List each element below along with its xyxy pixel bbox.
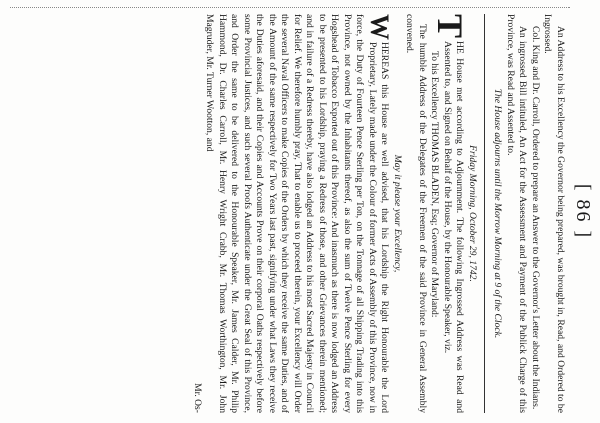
drop-cap-t: T [430,14,471,39]
page-edge-line [10,7,570,8]
adjournment-notice: The House adjourns until the Morrow Morning at 9 of the Clock. [492,88,504,339]
address-body-text: HEREAS this House are well advised, that his Lordship the Right Honourable the Lord Proprietary, Lately made under the Colour of former Acts of Assembly of this Province, now in force, the Duty of Fourteen Pence Sterling per Ton, on the Tonnage of all Shipping Trading into this Province, not owned by the Inhabitants thereof, as also the sum of Twelve Pence Sterling for every Hogshead of Tobacco Exported out of this Province: And inasmuch as there is now lodged an Address to be presented to his Lordship, praying a Redress of those, and other Grievances therein mentioned; and in failure of a Redress thereby, have also lodged an Address to his most Sacred Majesty in Council for Relief. We therefore humbly pray, That to enable us to proceed therein, your Excellency will Order the several Naval Officers to make Copies of the Orders by which they receive the same Duties, and of the Amount of the same respectively for Two Years last past, signifying under what Laws they receive the Duties aforesaid, and their Copies and Accounts Prove on their corporal Oaths respectively before some Provincial Justices, and such several Proofs Authenticate under the Great Seal of this Province, and Order the same to be delivered to the Honourable Speaker, Mr. James Calder, Mr. Philip Hammond, Dr. Charles Carroll, Mr. Henry Wright Crabb, Mr. Thomas Worthington, Mr. John Magruder, Mr. Turner Wootton, and [204,14,391,413]
meeting-text: HE House met according to Adjournment. The following Ingrossed Address was Read and Assented to, and Signed on Behalf of the House, by the Honourable Speaker, viz. [442,41,466,413]
page-content [6,14,566,413]
section-divider [484,14,485,413]
catchword: Mr. Os- [192,383,203,413]
drop-cap-w: W [365,14,395,40]
humble-address-line: The humble Address of the Delegates of the Freemen of the said Province in General Assembly convened. [404,14,428,413]
address-body [203,14,395,413]
addressee-line: To his Excellency THOMAS BLADEN, Esq; Governor of Maryland: [429,51,441,318]
session-date: Friday Morning, October 29, 1742. [467,145,478,282]
salutation: May it please your Excellency, [392,154,403,273]
paragraph-ingrossed-bill: An ingrossed Bill intituled, An Act for the Assessment and Payment of the Publick Charge of this Province, was Read and Assented to. [505,14,529,413]
page-number: [ 86 ] [572,183,594,240]
paragraph-address-prepared: An Address to his Excellency the Governor being prepared, was brought in, Read, and Ordered to be Ingrossed. [542,14,566,413]
paragraph-answer-ordered: Col. King and Dr. Carroll, Ordered to prepare an Answer to the Governor's Letter about the Indians. [530,26,541,410]
